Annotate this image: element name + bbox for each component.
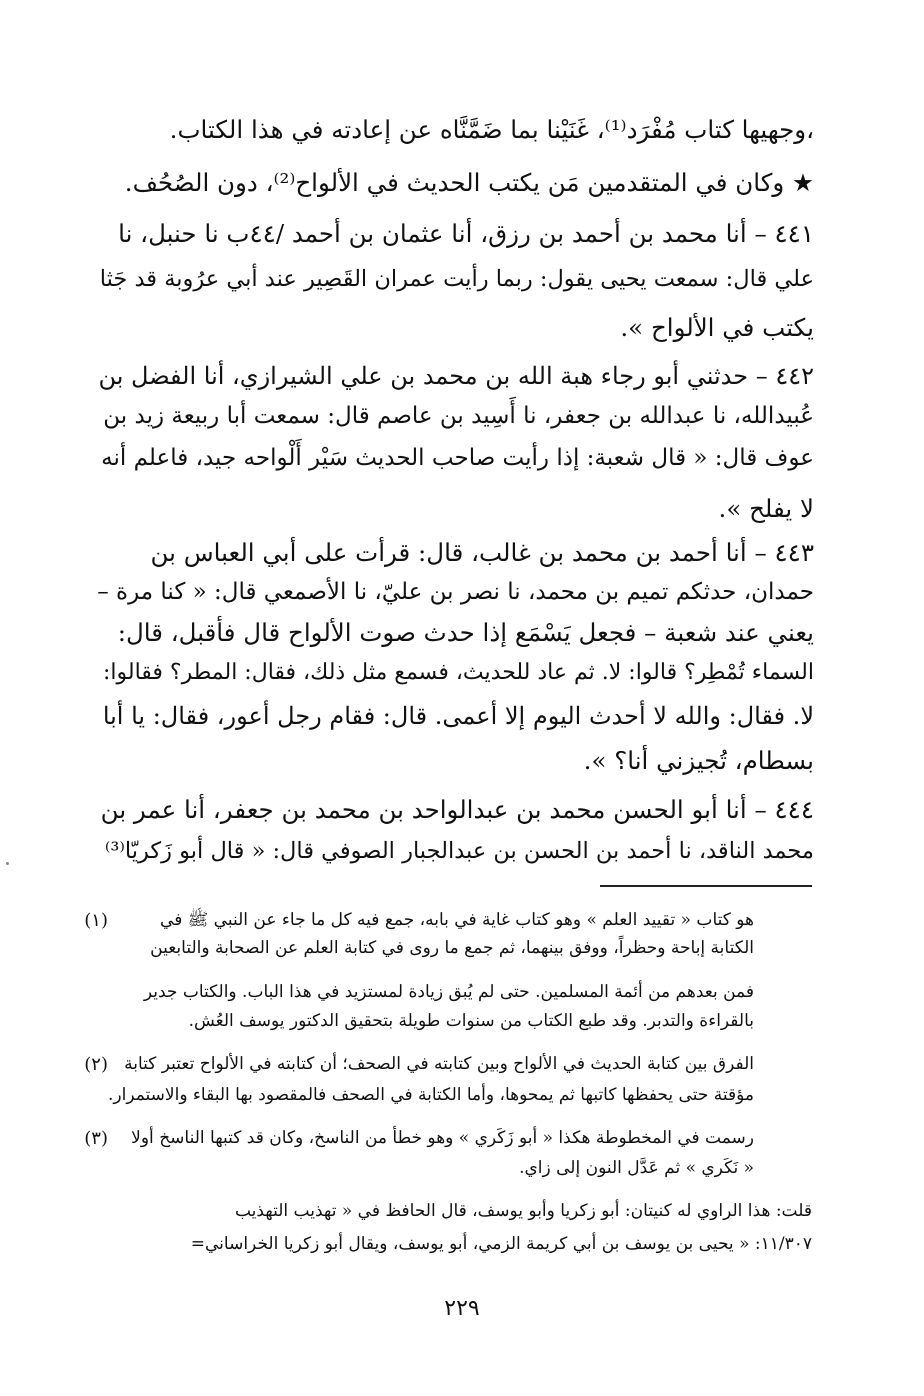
text-line: عُبيدالله، نا عبدالله بن جعفر، نا أَسِيد بن عاصم قال: سمعت أبا ربيعة زيد بن [103,403,814,429]
footnote-line: « نَكَري » ثم عَدَّل النون إلى زاي. [519,1158,754,1178]
text-line: لا. فقال: والله لا أحدث اليوم إلا أعمى. قال: فقام رجل أعور، فقال: يا أبا [102,702,814,730]
footnote-line: هو كتاب « تقييد العلم » وهو كتاب غاية في بابه، جمع فيه كل ما جاء عن النبي ﷺ في [160,910,754,930]
text-line: ٤٤٤ – أنا أبو الحسن محمد بن عبدالواحد بن محمد بن جعفر، أنا عمر بن [100,795,814,824]
text-line: عوف قال: « قال شعبة: إذا رأيت صاحب الحديث سَيْر أَلْواحه جيد، فاعلم أنه [101,445,814,471]
footnote-line: الفرق بين كتابة الحديث في الألواح وبين كتابته في الصحف؛ أن كتابته في الألواح تعتبر كتابة [124,1054,754,1074]
text-line: ٤٤١ – أنا محمد بن أحمد بن رزق، أنا عثمان بن أحمد /٤٤ب نا حنبل، نا [118,219,814,248]
footnote-number: (١) [84,910,108,931]
text-line: يعني عند شعبة – فجعل يَسْمَع إذا حدث صوت الألواح قال فأقبل، قال: [117,618,814,647]
footnote-line: فمن بعدهم من أئمة المسلمين. حتى لم يُبق زيادة لمستزيد في هذا الباب. والكتاب جدير [143,982,754,1002]
text-line: السماء تُمْطِر؟ قالوا: لا. ثم عاد للحديث، فسمع مثل ذلك، فقال: المطر؟ فقالوا: [102,660,814,685]
text-line: ★ وكان في المتقدمين مَن يكتب الحديث في الألواح⁽²⁾، دون الصُحُف. [124,168,814,197]
footnote-line: قلت: هذا الراوي له كنيتان: أبو زكريا وأبو يوسف، قال الحافظ في « تهذيب التهذيب [234,1201,812,1221]
scan-speck [6,862,9,865]
text-line: يكتب في الألواح ». [620,313,814,342]
text-line: علي قال: سمعت يحيى يقول: ربما رأيت عمران القَصِير عند أبي عرُوبة قد جَثا [99,266,814,292]
footnote-line: رسمت في المخطوطة هكذا « أبو زَكَري » وهو خطأ من الناسخ، وكان قد كتبها الناسخ أولا [131,1128,754,1148]
footnote-line: بالقراءة والتدبر. وقد طبع الكتاب من سنوات طويلة بتحقيق الدكتور يوسف العُش. [188,1011,754,1031]
text-line: لا يفلح ». [718,494,814,523]
text-line: بسطام، تُجيزني أنا؟ ». [583,746,814,775]
footnote-number: (٣) [84,1128,108,1149]
footnote-line: مؤقتة حتى يحفظها كاتبها ثم يمحوها، وأما الكتابة في الصحف فالمقصود بها البقاء والاستمرار. [107,1085,754,1105]
page-number: ٢٢٩ [444,1296,480,1321]
text-line: حمدان، حدثكم تميم بن محمد، نا نصر بن عليّ، نا الأصمعي قال: « كنا مرة – [97,579,814,605]
text-line: محمد الناقد، نا أحمد بن الحسن بن عبدالجبار الصوفي قال: « قال أبو زَكريّا⁽³⁾ [104,838,814,864]
text-line: ٤٤٢ – حدثني أبو رجاء هبة الله بن محمد بن علي الشيرازي، أنا الفضل بن [98,362,814,390]
footnote-separator [600,885,812,887]
footnote-line: ١١/٣٠٧: « يحيى بن يوسف بن أبي كريمة الزمي، أبو يوسف، ويقال أبو زكريا الخراساني= [190,1234,812,1254]
text-line: ٤٤٣ – أنا أحمد بن محمد بن غالب، قال: قرأت على أبي العباس بن [150,538,814,567]
footnote-number: (٢) [84,1054,108,1075]
text-line: ،وجهيها كتاب مُفْرَد⁽¹⁾، غَنَيْنا بما ضَمَّنَّاه عن إعادته في هذا الكتاب. [169,115,814,144]
footnote-line: الكتابة إباحة وحظراً، ووفق بينهما، ثم جمع ما روى في كتابة العلم عن الصحابة والتابعين [150,938,754,958]
